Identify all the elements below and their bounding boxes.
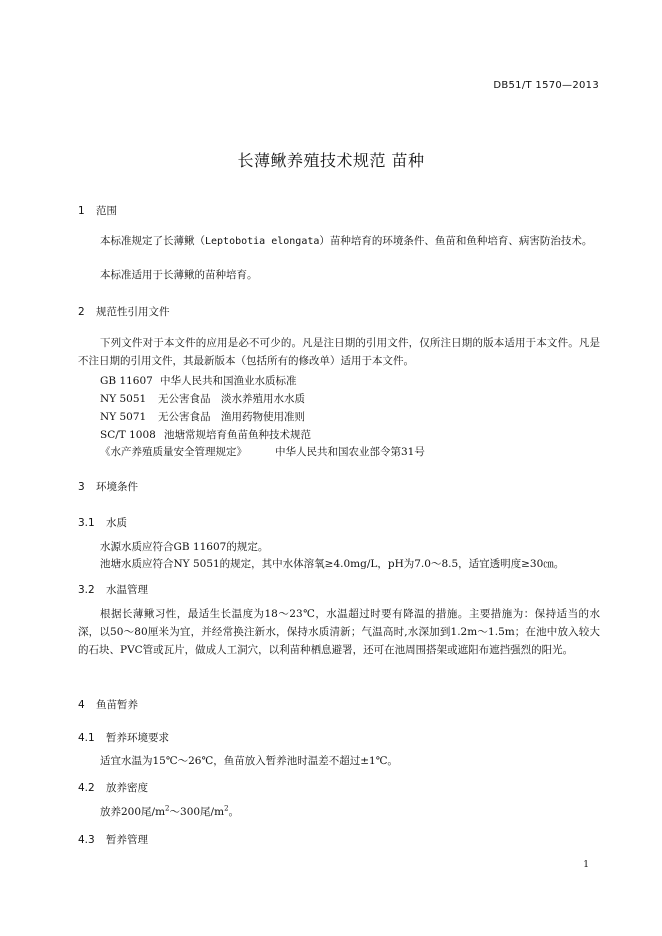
subsection-3-1-paragraph-1: 水源水质应符合GB 11607的规定。 [100,541,269,553]
reference-name: 中华人民共和国农业部令第31号 [275,446,425,458]
subsection-3-1-paragraph-2: 池塘水质应符合NY 5051的规定，其中水体溶氧≥4.0mg/L，pH为7.0～8.5，适宜透明度≥30㎝。 [100,558,565,570]
superscript: 2 [224,804,229,813]
text-run: 本标准规定了长薄鳅（ [100,235,205,247]
reference-row [100,427,311,442]
superscript: 2 [165,804,170,813]
reference-name: 池塘常规培育鱼苗鱼种技术规范 [164,429,311,441]
subsection-title: 水温管理 [106,584,148,596]
section-number: 4 [78,699,85,711]
section-title: 环境条件 [96,481,138,493]
subsection-3-1-heading [78,515,127,530]
reference-code: 《水产养殖质量安全管理规定》 [100,446,247,458]
section-title: 鱼苗暂养 [96,699,138,711]
section-2-paragraph-1: 下列文件对于本文件的应用是必不可少的。凡是注日期的引用文件，仅所注日期的版本适用于本文件。凡是不注日期的引用文件，其最新版本（包括所有的修改单）适用于本文件。 [78,337,600,367]
section-4-heading [78,697,138,712]
reference-code: GB 11607 [100,375,153,387]
subsection-number: 3.1 [78,517,95,529]
subsection-4-3-heading [78,832,148,847]
subsection-title: 水质 [106,517,127,529]
reference-name: 无公害食品 渔用药物使用准则 [158,411,305,423]
text-run: ～300尾/m [169,806,225,818]
subsection-number: 3.2 [78,584,95,596]
subsection-3-2-heading [78,582,148,597]
subsection-number: 4.2 [78,782,95,794]
reference-row [100,373,297,388]
subsection-title: 暂养管理 [106,834,148,846]
section-1-heading [78,203,117,218]
reference-row [100,409,305,424]
section-number: 3 [78,481,85,493]
section-1-paragraph-2: 本标准适用于长薄鳅的苗种培育。 [100,269,258,281]
section-1-paragraph-1 [78,232,600,251]
subsection-4-2-heading [78,780,148,795]
reference-code: NY 5051 [100,393,147,405]
text-run: 。 [228,806,240,818]
section-title: 范围 [96,205,117,217]
subsection-4-1-paragraph-1: 适宜水温为15℃～26℃，鱼苗放入暂养池时温差不超过±1℃。 [100,755,398,767]
text-run: 放养200尾/m [100,806,166,818]
subsection-4-2-paragraph-1 [78,803,600,821]
text-run: ）苗种培育的环境条件、鱼苗和鱼种培育、病害防治技术。 [319,235,593,247]
subsection-4-1-heading [78,730,169,745]
reference-name: 无公害食品 淡水养殖用水水质 [158,393,305,405]
section-2-heading [78,304,170,319]
section-number: 1 [78,205,85,217]
reference-code: SC/T 1008 [100,429,156,441]
subsection-number: 4.3 [78,834,95,846]
reference-row [100,391,305,406]
reference-code: NY 5071 [100,411,147,423]
subsection-3-2-paragraph-1: 根据长薄鳅习性，最适生长温度为18～23℃，水温超过时要有降温的措施。主要措施为：保持适当的水深，以50～80厘米为宜，并经常换注新水，保持水质清新；气温高时,水深加到1.2m～1.5m；在池中放入较大的石块、PVC管或瓦片，做成人工洞穴，以利苗种栖息避署，还可在池周围搭架或遮阳布遮挡强烈的阳光。 [78,608,600,656]
subsection-number: 4.1 [78,732,95,744]
document-title: 长薄鳅养殖技术规范 苗种 [237,151,425,170]
standard-code: DB51/T 1570—2013 [493,80,599,91]
reference-row [100,444,425,459]
latin-name: Leptobotia elongata [205,236,320,247]
page-number: 1 [583,860,589,870]
subsection-title: 放养密度 [106,782,148,794]
section-number: 2 [78,306,85,318]
subsection-title: 暂养环境要求 [106,732,169,744]
section-title: 规范性引用文件 [96,306,170,318]
reference-name: 中华人民共和国渔业水质标准 [160,375,297,387]
section-3-heading [78,479,138,494]
